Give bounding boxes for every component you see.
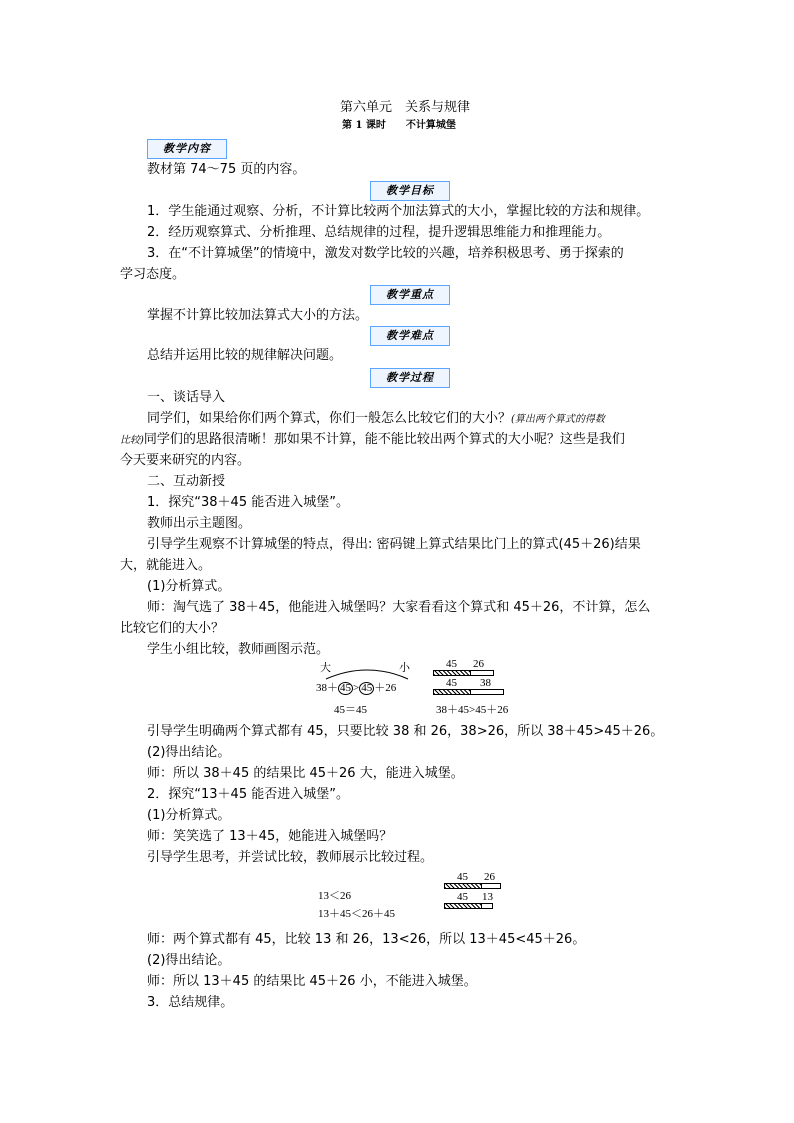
process-note: (算出两个算式的得数 bbox=[511, 414, 605, 425]
process-step: 一、谈话导入 bbox=[147, 390, 226, 405]
section-heading-difficulty: 教学难点 bbox=[370, 326, 450, 346]
bar-label: 38 bbox=[480, 677, 491, 689]
comparison-figure-2 bbox=[312, 868, 542, 924]
bar-label: 26 bbox=[473, 658, 484, 670]
key-text: 掌握不计算比较加法算式大小的方法。 bbox=[147, 308, 369, 323]
bar-label: 45 bbox=[457, 891, 468, 903]
lesson-subtitle: 第 1 课时 不计算城堡 bbox=[342, 120, 456, 131]
process-text: 引导学生思考，并尝试比较，教师展示比较过程。 bbox=[147, 850, 434, 865]
process-text-main: 同学们的思路很清晰！那如果不计算，能不能比较出两个算式的大小呢？这些是我们 bbox=[143, 432, 625, 447]
small-label: 小 bbox=[399, 662, 410, 674]
compare-text: 13＜26 bbox=[318, 890, 351, 902]
process-text bbox=[147, 410, 605, 429]
bar-segment-45 bbox=[444, 883, 482, 889]
process-text: 引导学生明确两个算式都有 45，只要比较 38 和 26，38>26，所以 38＋45>45＋26。 bbox=[147, 724, 664, 739]
circled-number: 45 bbox=[361, 682, 373, 694]
process-text: 今天要来研究的内容。 bbox=[120, 453, 251, 468]
result-equation: 38＋45>45＋26 bbox=[436, 704, 509, 716]
process-note: 比较) bbox=[120, 435, 144, 446]
comparison-figure-1 bbox=[312, 660, 542, 720]
process-text: (2)得出结论。 bbox=[147, 745, 231, 760]
bar-segment-13 bbox=[481, 903, 493, 909]
bar-segment-45 bbox=[433, 670, 471, 676]
eq-right: ＋26 bbox=[374, 682, 397, 694]
process-text: 师：淘气选了 38＋45，他能进入城堡吗？大家看看这个算式和 45＋26，不计算，怎么 bbox=[147, 600, 651, 615]
comparison-equation bbox=[316, 682, 396, 695]
bar-label: 45 bbox=[446, 677, 457, 689]
eq-left: 38＋ bbox=[316, 682, 338, 694]
section-heading-key: 教学重点 bbox=[370, 285, 450, 305]
process-step: 二、互动新授 bbox=[147, 474, 226, 489]
process-text: 师：所以 13＋45 的结果比 45＋26 小，不能进入城堡。 bbox=[147, 974, 477, 989]
process-text: (1)分析算式。 bbox=[147, 579, 231, 594]
process-text: 教师出示主题图。 bbox=[147, 516, 252, 531]
bar-segment-45 bbox=[433, 689, 471, 695]
bar-segment-45 bbox=[444, 903, 482, 909]
equal-equation: 45＝45 bbox=[334, 704, 367, 716]
process-text: 2．探究“13＋45 能否进入城堡”。 bbox=[147, 787, 349, 802]
process-text: 1．探究“38＋45 能否进入城堡”。 bbox=[147, 495, 349, 510]
circled-number: 45 bbox=[340, 682, 351, 694]
bar-label: 13 bbox=[482, 891, 493, 903]
process-text: 师：笑笑选了 13＋45，她能进入城堡吗？ bbox=[147, 829, 393, 844]
difficulty-text: 总结并运用比较的规律解决问题。 bbox=[147, 348, 343, 363]
process-text: 师：所以 38＋45 的结果比 45＋26 大，能进入城堡。 bbox=[147, 766, 464, 781]
bar-segment-38 bbox=[470, 689, 504, 695]
section-heading-process: 教学过程 bbox=[370, 368, 450, 388]
process-text: 大，就能进入。 bbox=[120, 558, 212, 573]
goal-3-cont: 学习态度。 bbox=[120, 267, 186, 282]
bar-label: 45 bbox=[457, 871, 468, 883]
bar-segment-26 bbox=[481, 883, 501, 889]
content-text: 教材第 74～75 页的内容。 bbox=[147, 162, 306, 177]
section-heading-goals: 教学目标 bbox=[370, 181, 450, 201]
gt-sign: > bbox=[353, 682, 360, 694]
process-text: (1)分析算式。 bbox=[147, 808, 231, 823]
process-text bbox=[120, 431, 625, 450]
goal-2: 2．经历观察算式、分析推理、总结规律的过程，提升逻辑思维能力和推理能力。 bbox=[147, 225, 611, 240]
section-heading-content: 教学内容 bbox=[147, 139, 227, 159]
page-title: 第六单元 关系与规律 bbox=[340, 100, 471, 115]
process-text: (2)得出结论。 bbox=[147, 953, 231, 968]
process-text: 3．总结规律。 bbox=[147, 995, 234, 1010]
bar-label: 45 bbox=[446, 658, 457, 670]
process-text-main: 同学们，如果给你们两个算式，你们一般怎么比较它们的大小？ bbox=[147, 411, 512, 426]
goal-1: 1．学生能通过观察、分析，不计算比较两个加法算式的大小，掌握比较的方法和规律。 bbox=[147, 204, 650, 219]
goal-3: 3．在“不计算城堡”的情境中，激发对数学比较的兴趣，培养积极思考、勇于探索的 bbox=[147, 246, 624, 261]
bar-segment-26 bbox=[470, 670, 494, 676]
result-equation: 13＋45＜26＋45 bbox=[318, 908, 395, 920]
process-text: 师：两个算式都有 45，比较 13 和 26，13<26，所以 13＋45<45＋26。 bbox=[147, 932, 586, 947]
process-text: 引导学生观察不计算城堡的特点，得出: 密码键上算式结果比门上的算式(45＋26)结果 bbox=[147, 537, 641, 552]
arc-icon bbox=[322, 667, 412, 681]
process-text: 学生小组比较，教师画图示范。 bbox=[147, 642, 330, 657]
bar-label: 26 bbox=[484, 871, 495, 883]
process-text: 比较它们的大小？ bbox=[120, 621, 225, 636]
big-label: 大 bbox=[320, 662, 331, 674]
